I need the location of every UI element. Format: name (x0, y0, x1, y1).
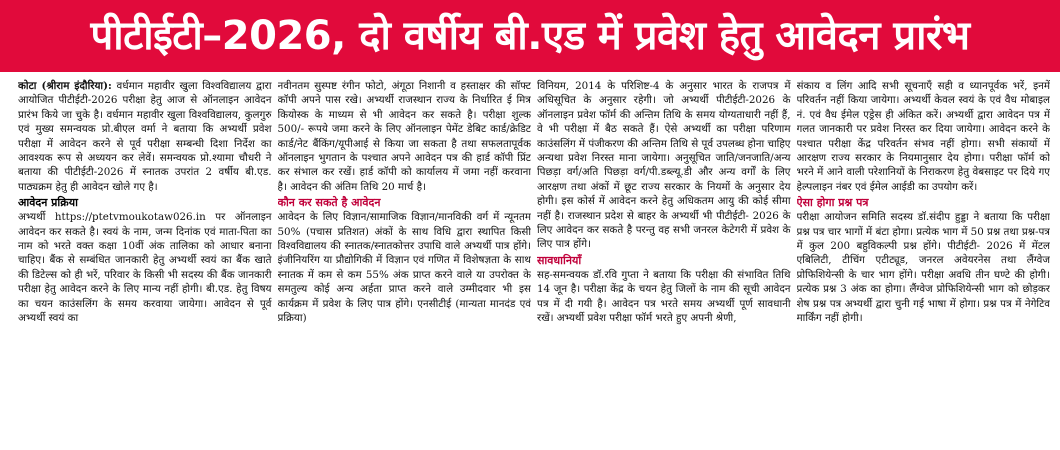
paragraph (278, 210, 532, 325)
headline: पीटीईटी–2026, दो वर्षीय बी.एड में प्रवेश हेतु आवेदन प्रारंभ (90, 13, 970, 59)
section-heading: कौन कर सकते है आवेदन (277, 196, 381, 210)
section-heading: सावधानियाँ (537, 253, 582, 267)
paragraph (18, 79, 272, 194)
paragraph-text: वर्धमान महावीर खुला विश्वविद्यालय द्वारा आयोजित पीटीईटी-2026 परीक्षा हेतु आज से ऑनलाइन आवेदन प्रारंभ किये जा चुके है। वर्धमान महावीर खुला विश्वविद्यालय, कुलगुरु एवं मुख्य समन्वयक प्रो.बीएल वर्मा ने बताया कि अभ्यर्थी प्रवेश परीक्षा में आवेदन करने से पूर्व परीक्षा सम्बन्धी दिशा निर्देश का आवश्यक रूप से अध्ययन कर लेवें। समन्वयक प्रो.श्यामा चौधरी ने बताया की पीटीईटी-2026 में स्नातक उपरांत 2 वर्षीय बी.एड. पाठ्यक्रम हेतु ही आवेदन खोले गए है। (18, 80, 272, 193)
paragraph (537, 79, 791, 252)
paragraph (797, 210, 1051, 325)
dateline: कोटा (श्रीराम इंदौरिया): (18, 80, 112, 92)
paragraph (537, 268, 791, 326)
paragraph-text: अभ्यर्थी https://ptetvmoukotaw026.in पर ऑनलाइन आवेदन कर सकते है। स्वयं के नाम, जन्म दिनांक एवं माता-पिता का नाम को भरते वक्त कक्षा 10वीं अंक तालिका को आधार बनाना चाहिए। बैंक से सम्बंधित जानकारी हेतु अभ्यर्थी स्वयं का बैंक खाते की डिटेल्स को ही भरें, परिवार के किसी भी सदस्य की बैंक जानकारी परीक्षा हेतु आवेदन करने के लिए मान्य नहीं होगी। बी.एड. हेतु विषय का चयन काउंसलिंग के समय करवाया जायेगा। आवेदन से पूर्व अभ्यर्थी स्वयं का (18, 211, 272, 325)
column-1 (18, 79, 272, 447)
paragraph-text: सह-समन्वयक डॉ.रवि गुप्ता ने बताया कि परीक्षा की संभावित तिथि 14 जून है। परीक्षा केंद्र के चयन हेतु जिलों के नाम की सूची आवेदन पत्र में दी गयी है। आवेदन पत्र भरते समय अभ्यर्थी पूर्ण सावधानी रखें। अभ्यर्थी प्रवेश परीक्षा फॉर्म भरते हुए अपनी श्रेणी, (537, 268, 791, 325)
paragraph (278, 79, 532, 194)
column-2 (278, 79, 532, 447)
paragraph-text: संकाय व लिंग आदि सभी सूचनाएँ सही व ध्यानपूर्वक भरें, इनमें परिवर्तन नहीं किया जायेगा। अभ्यर्थी केवल स्वयं के एवं वैध मोबाइल नं. एवं वैध ईमेल एड्रेस ही अंकित करें। अभ्यर्थी द्वारा आवेदन पत्र में गलत जानकारी पर प्रवेश निरस्त कर दिया जायेगा। आवेदन करने के पश्चात परीक्षा केंद्र परिवर्तन संभव नहीं होगा। सभी संकायों में आरक्षण राज्य सरकार के नियमानुसार देय होगा। परीक्षा फॉर्म को भरने में आने वाली परेशानियों के निराकरण हेतु वेबसाइट पर दिये गए हेल्पलाइन नंबर एवं ईमेल आईडी का उपयोग करें। (796, 80, 1050, 193)
headline-banner (0, 0, 1060, 72)
paragraph (18, 210, 272, 325)
column-3 (537, 79, 791, 447)
paragraph-text: आवेदन के लिए विज्ञान/सामाजिक विज्ञान/मानविकी वर्ग में न्यूनतम 50% (पचास प्रतिशत) अंकों के साथ विधि द्वारा स्थापित किसी विश्वविद्यालय की स्नातक/स्नातकोत्तर उपाधि वाले अभ्यर्थी पात्र होंगे। इंजीनियरिंग या प्रौद्योगिकी में विज्ञान एवं गणित में विशेषज्ञता के साथ स्नातक में कम से कम 55% अंक प्राप्त करने वाले या उपरोक्त के समतुल्य कोई अन्य अर्हता प्राप्त करने वाले उम्मीदवार भी इस कार्यक्रम में प्रवेश के लिए पात्र होंगे। एनसीटीई (मान्यता मानदंड एवं प्रक्रिया) (277, 211, 531, 325)
paragraph-text: परीक्षा आयोजन समिति सदस्य डॉ.संदीप हुड्डा ने बताया कि परीक्षा प्रश्न पत्र चार भागों में बंटा होगा। प्रत्येक भाग में 50 प्रश्न तथा प्रश्न-पत्र में कुल 200 बहुविकल्पी प्रश्न होंगे। पीटीईटी- 2026 में मेंटल एबिलिटी, टीचिंग एटीट्यूड, जनरल अवेयरनेस तथा लैंग्वेज प्रोफिशियेन्सी के चार भाग होंगे। परीक्षा अवधि तीन घण्टे की होगी। प्रत्येक प्रश्न 3 अंक का होगा। लैंग्वेज प्रोफिशियेन्सी भाग को छोड़कर शेष प्रश्न पत्र अभ्यर्थी द्वारा चुनी गई भाषा में होगा। प्रश्न पत्र में नेगेटिव मार्किंग नहीं होगी। (796, 211, 1050, 325)
paragraph-text: विनियम, 2014 के परिशिष्ट-4 के अनुसार भारत के राजपत्र में अधिसूचित के अनुसार रहेगी। जो अभ्यर्थी पीटीईटी-2026 के ऑनलाइन प्रवेश फॉर्म की अन्तिम तिथि के समय योग्यताधारी नहीं हैं, वे भी परीक्षा में बैठ सकते हैं। ऐसे अभ्यर्थी का परीक्षा परिणाम काउंसलिंग में पंजीकरण की अन्तिम तिथि से पूर्व उपलब्ध होना चाहिए अन्यथा प्रवेश निरस्त माना जायेगा। अनुसूचित जाति/जनजाति/अन्य पिछड़ा वर्ग/अति पिछड़ा वर्ग/पी.डब्ल्यू.डी और अन्य वर्गों के लिए आरक्षण तथा अंकों में छूट राज्य सरकार के नियमों के अनुसार देय होगी। इस कोर्स में आवेदन करने हेतु अधिकतम आयु की कोई सीमा नहीं है। राजस्थान प्रदेश से बाहर के अभ्यर्थी भी पीटीईटी- 2026 के लिए आवेदन कर सकते है परन्तु वह सभी जनरल केटेगरी में प्रवेश के लिए पात्र होंगे। (537, 80, 791, 251)
article-body (18, 79, 1050, 447)
column-4 (797, 79, 1051, 447)
paragraph-text: नवीनतम सुस्पष्ट रंगीन फोटो, अंगूठा निशानी व हस्ताक्षर की सॉफ्ट कॉपी अपने पास रखे। अभ्यर्थी राजस्थान राज्य के निर्धारित ई मित्र कियोस्क के माध्यम से भी आवेदन कर सकते है। परीक्षा शुल्क 500/- रूपये जमा करने के लिए ऑनलाइन पेमेंट डेबिट कार्ड/क्रेडिट कार्ड/नेट बैंकिंग/यूपीआई से किया जा सकता है तथा सफलतापूर्वक ऑनलाइन भुगतान के पश्चात अपने आवेदन पत्र की हार्ड कॉपी प्रिंट कर संभाल कर रखें। हार्ड कॉपी को कार्यालय में जमा नहीं करवाना है। आवेदन की अंतिम तिथि 20 मार्च है। (277, 80, 531, 193)
section-heading: आवेदन प्रक्रिया (18, 196, 78, 210)
paragraph (797, 79, 1051, 194)
section-heading: ऐसा होगा प्रश्न पत्र (796, 196, 869, 210)
